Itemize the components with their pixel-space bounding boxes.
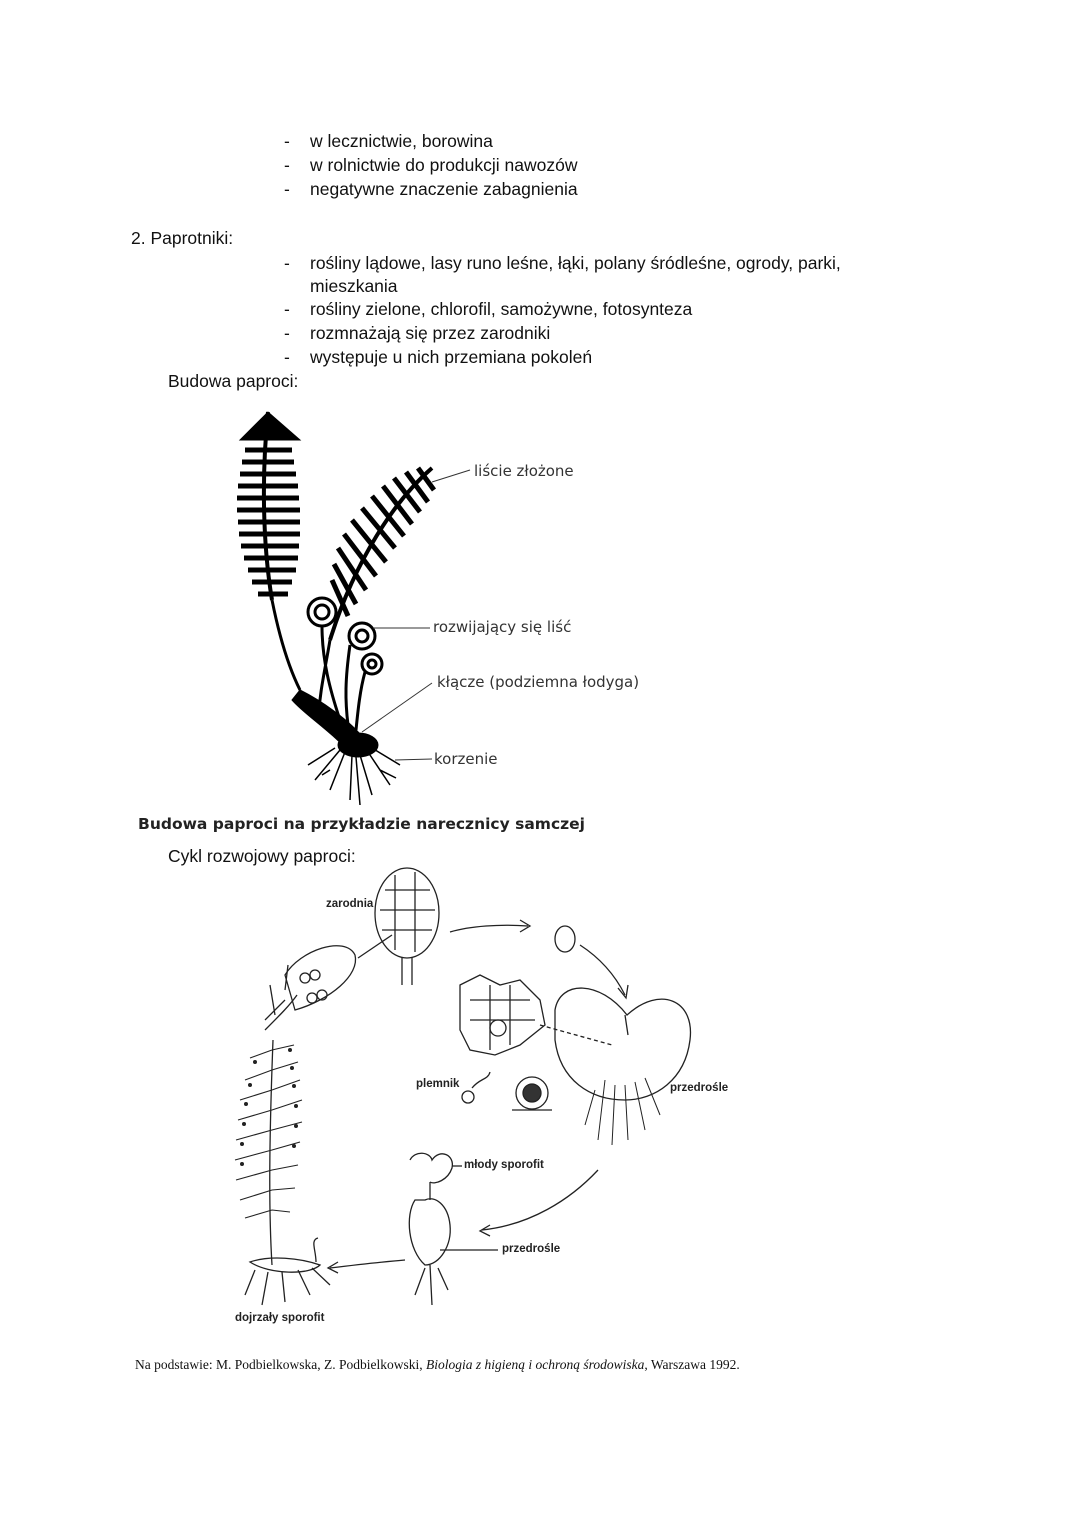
section-heading: 2. Paprotniki:	[131, 228, 234, 248]
label-rhizome: kłącze (podziemna łodyga)	[437, 673, 640, 691]
label-young-sporophyte: młody sporofit	[464, 1159, 544, 1171]
list-item: rozmnażają się przez zarodniki	[310, 323, 551, 343]
list-dash: -	[284, 347, 290, 367]
list-item: występuje u nich przemiana pokoleń	[310, 347, 593, 367]
fern-caption: Budowa paproci na przykładzie narecznicy samczej	[138, 815, 585, 833]
source-prefix: Na podstawie: M. Podbielkowska, Z. Podbielkowski,	[135, 1357, 426, 1372]
list-dash: -	[284, 155, 290, 175]
cycle-heading: Cykl rozwojowy paproci:	[168, 846, 356, 866]
label-sporangium: zarodnia	[326, 898, 374, 910]
list-item: rośliny lądowe, lasy runo leśne, łąki, polany śródleśne, ogrody, parki,	[310, 253, 841, 273]
label-prothallus-bottom: przedrośle	[502, 1243, 561, 1255]
source-suffix: , Warszawa 1992.	[644, 1357, 740, 1372]
list-dash: -	[284, 253, 290, 273]
source-title: Biologia z higieną i ochroną środowiska	[425, 1357, 645, 1372]
list-dash: -	[284, 179, 290, 199]
structure-heading: Budowa paproci:	[168, 371, 299, 391]
label-prothallus-right: przedrośle	[670, 1082, 729, 1094]
label-sperm: plemnik	[416, 1078, 460, 1090]
label-compound-leaves: liście złożone	[474, 462, 574, 480]
list-dash: -	[284, 323, 290, 343]
list-item-continuation: mieszkania	[310, 276, 398, 296]
list-item: rośliny zielone, chlorofil, samożywne, fotosynteza	[310, 299, 693, 319]
list-item: w lecznictwie, borowina	[310, 131, 493, 151]
label-mature-sporophyte: dojrzały sporofit	[235, 1312, 325, 1324]
list-item: w rolnictwie do produkcji nawozów	[310, 155, 578, 175]
list-item: negatywne znaczenie zabagnienia	[310, 179, 578, 199]
list-dash: -	[284, 299, 290, 319]
label-roots: korzenie	[434, 750, 498, 768]
label-developing-leaf: rozwijający się liść	[433, 618, 572, 636]
list-dash: -	[284, 131, 290, 151]
source-citation	[135, 1357, 740, 1373]
